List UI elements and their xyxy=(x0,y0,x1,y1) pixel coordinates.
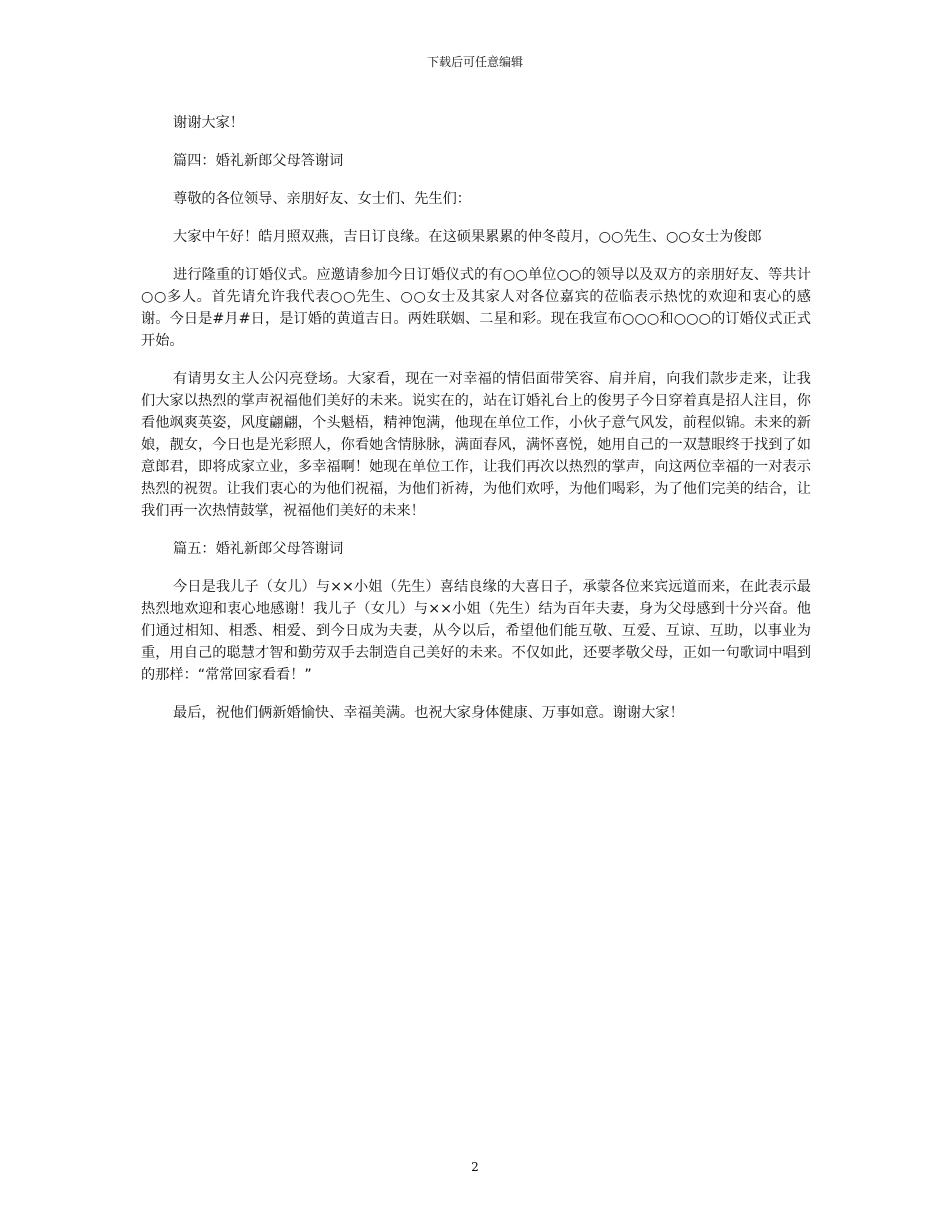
page-header: 下载后可任意编辑 xyxy=(426,55,523,69)
paragraph-parents-speech: 今日是我儿子（女儿）与××小姐（先生）喜结良缘的大喜日子，承蒙各位来宾远道而来，在此表示最热烈地欢迎和衷心地感谢！我儿子（女儿）与××小姐（先生）结为百年夫妻，身为父母感到十分兴奋。他们通过相知、相悉、相爱、到今日成为夫妻，从今以后，希望他们能互敬、互爱、互谅、互助，以事业为重，用自己的聪慧才智和勤劳双手去制造自己美好的未来。不仅如此，还要孝敬父母，正如一句歌词中唱到的那样：“常常回家看看！” xyxy=(141,579,811,683)
paragraph-thanks: 谢谢大家！ xyxy=(173,115,244,131)
section-heading-part-five: 篇五：婚礼新郎父母答谢词 xyxy=(173,541,344,557)
paragraph-greeting: 大家中午好！皓月照双燕，吉日订良缘。在这硕果累累的仲冬葭月，○○先生、○○女士为俊郎 xyxy=(173,229,762,245)
section-heading-part-four: 篇四：婚礼新郎父母答谢词 xyxy=(173,153,344,169)
paragraph-closing: 最后，祝他们俩新婚愉快、幸福美满。也祝大家身体健康、万事如意。谢谢大家！ xyxy=(173,705,684,721)
paragraph-ceremony-intro: 进行隆重的订婚仪式。应邀请参加今日订婚仪式的有○○单位○○的领导以及双方的亲朋好友、等共计○○多人。首先请允许我代表○○先生、○○女士及其家人对各位嘉宾的莅临表示热忱的欢迎和衷心的感谢。今日是#月#日，是订婚的黄道吉日。两姓联姻、二星和彩。现在我宣布○○○和○○○的订婚仪式正式开始。 xyxy=(141,267,811,349)
page-number: 2 xyxy=(471,1160,479,1174)
document-body xyxy=(141,112,811,740)
paragraph-couple-entrance: 有请男女主人公闪亮登场。大家看，现在一对幸福的情侣面带笑容、肩并肩，向我们款步走来，让我们大家以热烈的掌声祝福他们美好的未来。说实在的，站在订婚礼台上的俊男子今日穿着真是招人注目，你看他飒爽英姿，风度翩翩，个头魁梧，精神饱满，他现在单位工作，小伙子意气风发，前程似锦。未来的新娘，靓女，今日也是光彩照人，你看她含情脉脉，满面春风，满怀喜悦，她用自己的一双慧眼终于找到了如意郎君，即将成家立业，多幸福啊！她现在单位工作，让我们再次以热烈的掌声，向这两位幸福的一对表示热烈的祝贺。让我们衷心的为他们祝福，为他们祈祷，为他们欢呼，为他们喝彩，为了他们完美的结合，让我们再一次热情鼓掌，祝福他们美好的未来！ xyxy=(141,371,811,519)
paragraph-salutation: 尊敬的各位领导、亲朋好友、女士们、先生们： xyxy=(173,191,471,207)
